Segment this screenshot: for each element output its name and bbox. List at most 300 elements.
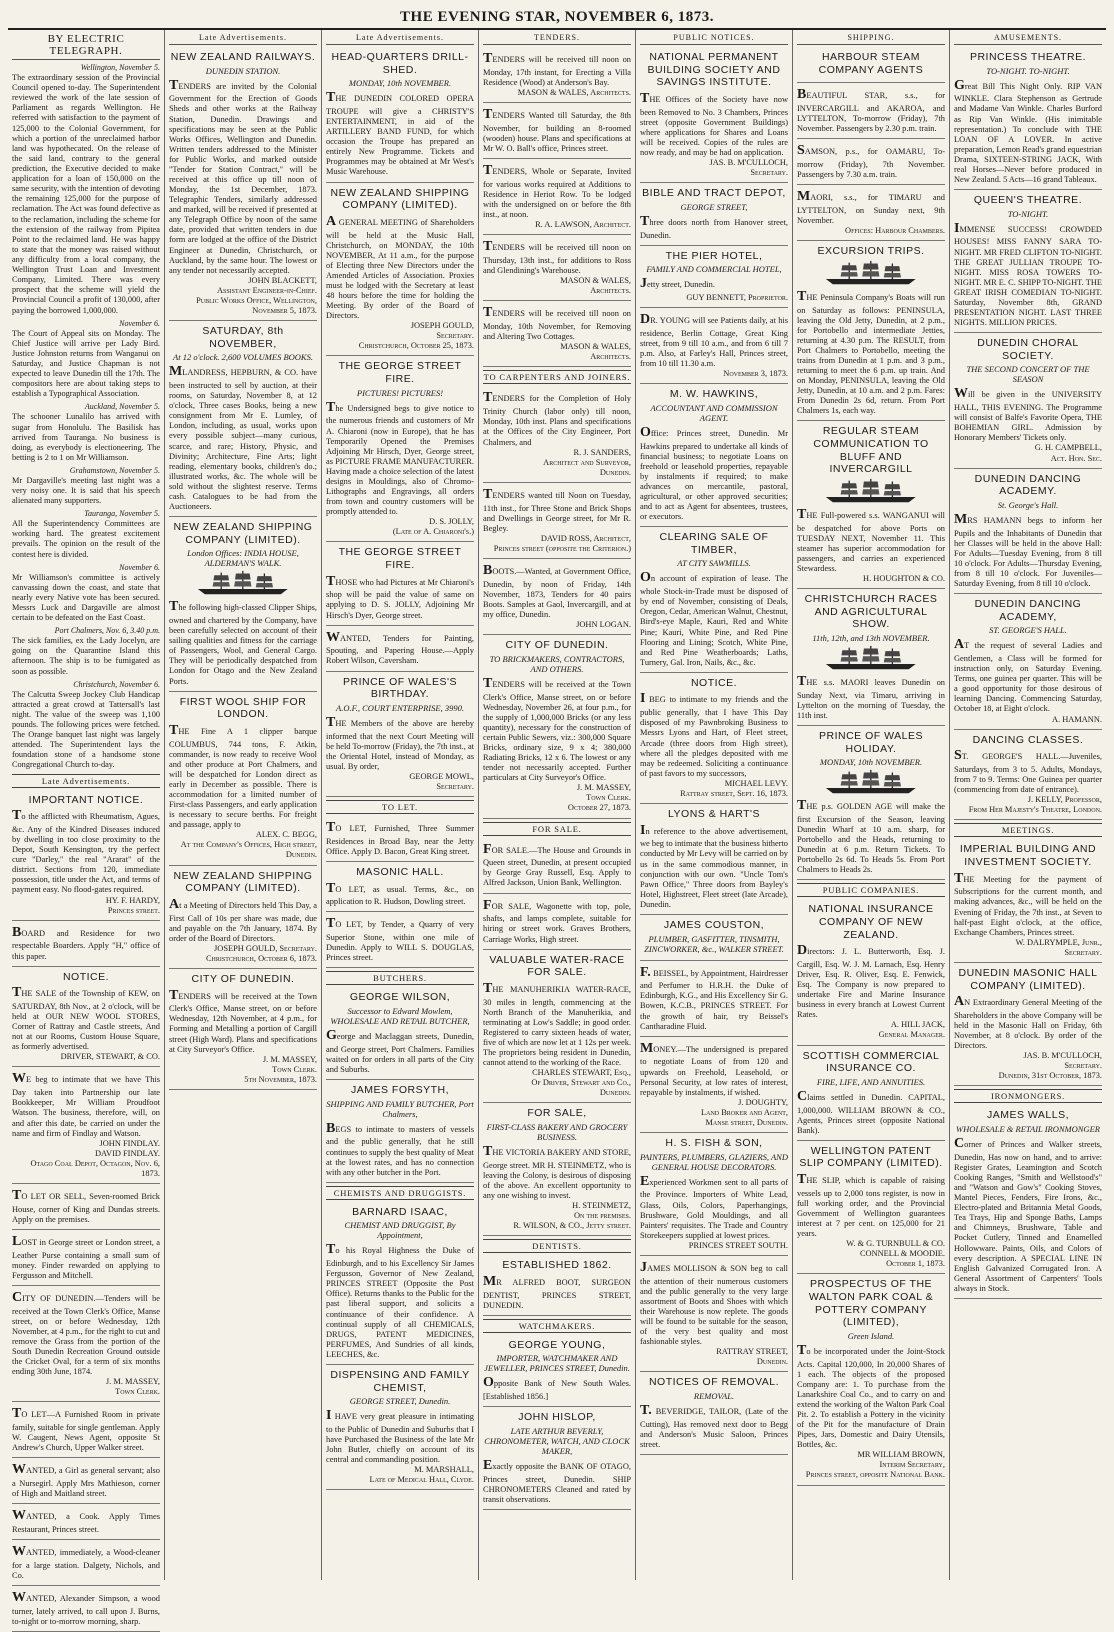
dateline: November 6. bbox=[119, 318, 160, 328]
advertisement bbox=[12, 1505, 160, 1540]
ad-title: NEW ZEALAND RAILWAYS. bbox=[170, 51, 316, 63]
ad-body: THE Offices of the Society have now been Removed to No. 3 Chambers, Princes street (opposite Government Buildings) where applications for Shares and Loans will be received. Copies of the rules are now ready, and may be had on application. bbox=[640, 90, 788, 157]
advertisement bbox=[640, 1257, 788, 1373]
ad-signature: H. STEINMETZ, On the premises. R. WILSON, & CO., Jetty street. bbox=[513, 1201, 631, 1231]
advertisement bbox=[640, 1373, 788, 1455]
ad-subtitle: FIRST-CLASS BAKERY AND GROCERY BUSINESS. bbox=[486, 1121, 628, 1142]
ad-title: THE PIER HOTEL, bbox=[665, 249, 763, 262]
column-6 bbox=[793, 30, 950, 1580]
ad-signature: G. H. CAMPBELL, Act. Hon. Sec. bbox=[1034, 443, 1102, 463]
advertisement bbox=[326, 673, 474, 797]
advertisement bbox=[640, 528, 788, 673]
ad-body: TENDERS will be received till noon on Monday, 17th instant, for Erecting a Villa Residence (Wood) at Anderson's Bay. bbox=[483, 51, 631, 87]
ad-title: NATIONAL INSURANCE COMPANY OF NEW ZEALAND. bbox=[808, 903, 934, 941]
telegram-text: The schooner Lunalilo has arrived with sugar from Honolulu. The Basilisk has arrived from Tauranga. No business is doing, as everybody is electioneering. The betting is 2 to 1 on Mr Williamson. bbox=[12, 412, 160, 462]
dateline: Christchurch, November 6. bbox=[73, 679, 160, 689]
ad-title: CITY OF DUNEDIN. bbox=[505, 639, 609, 652]
ad-signature: JOSEPH GOULD, Secretary. Christchurch, October 6, 1873. bbox=[205, 943, 317, 963]
section-heading: FOR SALE. bbox=[483, 822, 631, 836]
ad-signature: R. A. LAWSON, Architect. bbox=[535, 220, 631, 230]
ad-signature: J. DOUGHTY, Land Broker and Agent, Manse street, Dunedin. bbox=[701, 1097, 788, 1127]
ad-body: AT the request of several Ladies and Gentlemen, a Class will be formed for instruction only, on Saturday Evening. Terms, one guinea per quarter. This will be a good opportunity for those desirous of learning Dancing. Commencing Saturday, October 18, at Eight o'clock. bbox=[954, 637, 1102, 714]
ship-illustration-icon bbox=[191, 570, 295, 596]
ad-subtitle: AT CITY SAWMILLS. bbox=[677, 558, 751, 569]
section-heading: IRONMONGERS. bbox=[954, 1089, 1102, 1103]
advertisement bbox=[483, 560, 631, 635]
ad-body: ST. GEORGE'S HALL.—Juveniles, Saturdays, from 3 to 5. Adults, Mondays, from 7 to 9. Terms: One Guinea per quarter (commencing from date of entrance). bbox=[954, 748, 1102, 795]
ad-body: TO LET, Furnished, Three Summer Residences in Broad Bay, near the Jetty Office. Apply D. Bacon, Great King street. bbox=[326, 820, 474, 856]
ad-subtitle: A.O.F., COURT ENTERPRISE, 3990. bbox=[336, 702, 464, 713]
advertisement bbox=[326, 913, 474, 968]
ad-title: GEORGE YOUNG, bbox=[508, 1338, 606, 1351]
advertisement bbox=[326, 1081, 474, 1183]
advertisement bbox=[12, 1459, 160, 1504]
advertisement bbox=[483, 1104, 631, 1236]
advertisement bbox=[326, 988, 474, 1080]
ad-body: Office: Princes street, Dunedin. Mr Hawkins prepared to undertake all kinds of financial business; to negotiate Loans on freehold or leasehold properties, repayable by instalments if required; to make advances on mercantile, pastoral, agricultural, or other approved securities; and to act as Agent for absentees, trustees, or executors. bbox=[640, 424, 788, 522]
ad-signature: GEORGE MOWL, Secretary. bbox=[409, 771, 474, 791]
advertisement bbox=[954, 964, 1102, 1087]
ad-subtitle: PAINTERS, PLUMBERS, GLAZIERS, AND GENERAL HOUSE DECORATORS. bbox=[640, 1151, 788, 1172]
ad-title: HARBOUR STEAM COMPANY AGENTS bbox=[818, 51, 924, 76]
advertisement bbox=[326, 627, 474, 672]
ad-signature: MASON & WALES, Architects. bbox=[517, 87, 631, 97]
column-5 bbox=[636, 30, 793, 1580]
ad-subtitle: LATE ARTHUR BEVERLY, CHRONOMETER, WATCH, AND CLOCK MAKER, bbox=[484, 1425, 630, 1456]
advertisement bbox=[640, 385, 788, 527]
ad-title: NEW ZEALAND SHIPPING COMPANY (LIMITED). bbox=[173, 521, 313, 546]
ad-subtitle: GEORGE STREET, bbox=[680, 201, 748, 212]
ad-body: I HAVE very great pleasure in intimating to the Public of Dunedin and Suburbs that I have Purchased the Business of the late Mr John Butler, chiefly on account of its central and commanding position. bbox=[326, 1408, 474, 1465]
ad-body: A GENERAL MEETING of Shareholders will be held at the Music Hall, Christchurch, on MONDAY, the 10th NOVEMBER, At 11 a.m., for the purpose of Electing three New Directors under the Amended Articles of Association. Proxies must be lodged with the Secretary at least 48 hours before the time for holding the Meeting. By order of the Board of Directors. bbox=[326, 213, 474, 321]
advertisement bbox=[12, 791, 160, 921]
ad-body: WANTED, a Girl as general servant; also a Nursegirl. Apply Mrs Mathieson, corner of High and Maitland street. bbox=[12, 1462, 160, 1499]
ad-title: THE GEORGE STREET FIRE. bbox=[338, 360, 462, 386]
ad-title: SATURDAY, 8th NOVEMBER, bbox=[202, 325, 284, 350]
ad-signature: MR WILLIAM BROWN, Interim Secretary, Princes street, opposite National Bank. bbox=[805, 1450, 945, 1480]
ad-title: DISPENSING AND FAMILY CHEMIST, bbox=[330, 1368, 470, 1394]
advertisement bbox=[954, 731, 1102, 821]
ad-subtitle: WHOLESALE & RETAIL IRONMONGER bbox=[956, 1124, 1100, 1135]
advertisement bbox=[797, 48, 945, 83]
ship-illustration-icon bbox=[819, 769, 923, 795]
ad-subtitle: ST. GEORGE'S HALL. bbox=[989, 625, 1067, 636]
ad-title: MASONIC HALL. bbox=[356, 865, 444, 878]
ad-signature: MASON & WALES, Architects. bbox=[560, 276, 631, 296]
advertisement bbox=[640, 962, 788, 1037]
ad-body: TO LET OR SELL, Seven-roomed Brick House, corner of King and Dundas streets. Apply on the premises. bbox=[12, 1187, 160, 1224]
ad-signature: J. KELLY, Professor, From Her Majesty's Theatre, London. bbox=[968, 795, 1102, 815]
telegram-item bbox=[12, 466, 160, 506]
advertisement bbox=[12, 1403, 160, 1458]
telegram-text: The sick families, ex the Lady Jocelyn, are going on the Quarantine Island this afternoon. The ship is to be fumigated as soon as possible. bbox=[12, 636, 160, 676]
ad-title: M. W. HAWKINS, bbox=[669, 388, 759, 401]
telegram-item bbox=[12, 680, 160, 771]
ad-subtitle: THE SECOND CONCERT OF THE SEASON bbox=[966, 364, 1090, 385]
columns-container bbox=[8, 30, 1106, 1627]
column-header: AMUSEMENTS. bbox=[954, 33, 1102, 45]
column-header: SHIPPING. bbox=[797, 33, 945, 45]
ad-body: THOSE who had Pictures at Mr Chiaroni's shop will be paid the value of same on applying to D. S. JOLLY, Adjoining Mr Hirsch's Dyer, George street. bbox=[326, 573, 474, 620]
advertisement bbox=[483, 1336, 631, 1407]
ad-title: FIRST WOOL SHIP FOR LONDON. bbox=[179, 695, 307, 721]
ad-subtitle: London Offices: INDIA HOUSE, ALDERMAN'S WALK. bbox=[187, 548, 299, 569]
advertisement bbox=[483, 951, 631, 1104]
advertisement bbox=[12, 1068, 160, 1184]
ad-signature: JOHN BLACKETT, Assistant Engineer-in-Chief. Public Works Office, Wellington, November 5, 1873. bbox=[196, 275, 317, 316]
telegram-text: The Calcutta Sweep Jockey Club Handicap attracted a great crowd at Tattersall's last night. The value of the sweep was 1,100 pounds. The following prices were fetched. The Orange banquet last night was largely attended. The Superintendent lays the foundation stone of a handsome stone Congregational Church to-day. bbox=[12, 689, 160, 770]
ad-body: WANTED, Tenders for Painting, Spouting, and Papering House.—Apply Robert Wilson, Caversham. bbox=[326, 629, 474, 666]
ad-signature: GUY BENNETT, Proprietor. bbox=[686, 292, 788, 302]
ad-body: At a Meeting of Directors held This Day, a First Call of 10s per share was made, due and payable on the 7th January, 1874. By order of the Board of Directors. bbox=[169, 896, 317, 943]
ad-title: DUNEDIN CHORAL SOCIETY. bbox=[977, 337, 1079, 362]
ad-signature: JOHN FINDLAY. DAVID FINDLAY. Otago Coal Depot, Octagon, Nov. 6, 1873. bbox=[30, 1138, 160, 1178]
ad-subtitle: TO-NIGHT. TO-NIGHT. bbox=[986, 65, 1070, 76]
ad-body: IMMENSE SUCCESS! CROWDED HOUSES! MISS FANNY SARA TO-NIGHT. MR FRED CLIFTON TO-NIGHT. THE GREAT JULLIAN TROUPE TO-NIGHT. MISS ROSA TOWERS TO-NIGHT. MR E. C. SHIPP TO-NIGHT. THE GREAT IRISH COMEDIAN TO-NIGHT. Saturday, November 8th, GRAND PRESENTATION NIGHT. LAST THREE NIGHTS. MILLION PRICES. bbox=[954, 220, 1102, 328]
ad-body: Corner of Princes and Walker streets, Dunedin, Has now on hand, and to arrive: Register Grates, Leamington and Scotch Cooking Ranges, "Smith and Wellstood's" and "Watson and Gow's" Cooking Stoves, Mantel Pieces, Fenders, Fire Irons, &c., Electro-plated and Britannia Metal Goods, Tea Trays, Hip and Sponge Baths, Lamps and Chimneys, Brushware, Table and Pocket Cutlery, Tinned and Enamelled Hollowware. Paints, Oils, and Colors of every description. A SPECIAL LINE IN English Galvanized Corrugated Iron. A General Assortment of Carpenters' Tools always in Stock. bbox=[954, 1136, 1102, 1293]
ad-title: NOTICES OF REMOVAL. bbox=[648, 1376, 780, 1389]
ad-title: VALUABLE WATER-RACE FOR SALE. bbox=[489, 953, 625, 979]
ad-body: TENDERS for the Completion of Holy Trinity Church (labor only) till noon, Monday, 10th inst. Plans and specifications at the Offices of the City Engineer, Port Chalmers, and bbox=[483, 390, 631, 447]
ad-body: Jetty street, Dunedin. bbox=[640, 276, 715, 292]
ad-body: THE MANUHERIKIA WATER-RACE, 30 miles in length, commencing at the North Branch of the Manuherikia, and terminating at Low's Saddle; in good order. Registered to carry sixteen heads of water, five of which are now let at 1 12s per week. The proprietors being resident in Dunedin, cannot attend to the working of the Race. bbox=[483, 980, 631, 1068]
ad-body: Experienced Workmen sent to all parts of the Province. Importers of White Lead, Glass, Oils, Colors, Paperhangings, Brushware, Gold Mouldings, and all Painters' requisites. The Trade and Country Storekeepers supplied at lowest prices. bbox=[640, 1173, 788, 1240]
advertisement bbox=[12, 1231, 160, 1286]
telegram-item bbox=[12, 563, 160, 624]
ad-title: EXCURSION TRIPS. bbox=[817, 245, 925, 258]
ad-body: SAMSON, p.s., for OAMARU, To-morrow (Friday), 7th November. Passengers by 7.30 a.m. train. bbox=[797, 143, 945, 180]
advertisement bbox=[326, 543, 474, 625]
advertisement bbox=[169, 867, 317, 969]
ad-signature: A. HAMANN. bbox=[1051, 714, 1102, 724]
ad-body: Three doors north from Hanover street, Dunedin. bbox=[640, 213, 788, 240]
ad-title: THE GEORGE STREET FIRE. bbox=[338, 546, 462, 571]
ad-signature: A. HILL JACK, General Manager. bbox=[878, 1020, 945, 1040]
advertisement bbox=[326, 1203, 474, 1365]
ad-title: GEORGE WILSON, bbox=[349, 991, 451, 1004]
advertisement bbox=[483, 236, 631, 301]
advertisement bbox=[954, 840, 1102, 963]
ad-signature: D. S. JOLLY, (Late of A. Chiaroni's.) bbox=[392, 517, 474, 537]
ad-subtitle: IMPORTER, WATCHMAKER AND JEWELLER, PRINCES STREET, Dunedin. bbox=[484, 1353, 630, 1374]
ad-body: TO LET—A Furnished Room in private family, suitable for single gentleman. Apply W. Caugent, News Agent, opposite St Andrew's Church, Upper Walker street. bbox=[12, 1406, 160, 1453]
advertisement bbox=[169, 48, 317, 321]
advertisement bbox=[954, 1106, 1102, 1298]
ship-illustration-icon bbox=[819, 478, 923, 504]
ad-subtitle: Green Island. bbox=[847, 1330, 895, 1341]
ad-signature: HY. F. HARDY, Princes street. bbox=[105, 895, 160, 915]
ad-body: Claims settled in Dunedin. CAPITAL, 1,000,000. WILLIAM BROWN & CO., Agents, Princes street (opposite National Bank). bbox=[797, 1088, 945, 1135]
ad-subtitle: At 12 o'clock. 2,600 VOLUMES BOOKS. bbox=[173, 352, 313, 363]
ad-title: BARNARD ISAAC, bbox=[352, 1205, 448, 1218]
advertisement bbox=[797, 727, 945, 880]
ad-signature: November 3, 1873. bbox=[723, 369, 788, 379]
ad-title: PRINCE OF WALES'S BIRTHDAY. bbox=[343, 675, 457, 701]
ad-signature: DAVID ROSS, Architect, Princes street (opposite the Criterion.) bbox=[493, 533, 631, 553]
dateline: November 6. bbox=[119, 562, 160, 572]
advertisement bbox=[640, 1134, 788, 1256]
ad-body: BEAUTIFUL STAR, s.s., for INVERCARGILL and AKAROA, and LYTTELTON, To-morrow (Friday), 7th November. Passengers by 2.30 p.m. train. bbox=[797, 87, 945, 134]
advertisement bbox=[483, 636, 631, 818]
ad-signature: JOHN LOGAN. bbox=[576, 620, 631, 630]
telegram-item bbox=[12, 319, 160, 400]
ad-subtitle: FIRE, LIFE, AND ANNUITIES. bbox=[816, 1076, 926, 1087]
advertisement bbox=[640, 805, 788, 915]
ad-signature: W. & G. TURNBULL & CO. CONNELL & MOODIE. October 1, 1873. bbox=[846, 1239, 945, 1269]
ad-signature: JOSEPH GOULD, Secretary. Christchurch, October 25, 1873. bbox=[358, 321, 474, 351]
ad-signature: H. HOUGHTON & CO. bbox=[863, 574, 945, 584]
ad-body: In reference to the above advertisement, we beg to intimate that the business hitherto conducted by Mr Levy will be carried on by us in the same commodious manner, in conjunction with our own. "Uncle Tom's Pawn Office," Three doors from Bayley's Hotel, Highstreet, Fleet street (late Arcade), Dunedin. bbox=[640, 822, 788, 909]
ad-subtitle: 11th, 12th, and 13th NOVEMBER. bbox=[812, 632, 930, 643]
ad-body: MR ALFRED BOOT, SURGEON DENTIST, PRINCES STREET, DUNEDIN. bbox=[483, 1273, 631, 1310]
section-heading: WATCHMAKERS. bbox=[483, 1319, 631, 1333]
section-heading: CHEMISTS AND DRUGGISTS. bbox=[326, 1186, 474, 1200]
section-heading: DENTISTS. bbox=[483, 1239, 631, 1253]
advertisement bbox=[483, 484, 631, 559]
ad-body: TENDERS wanted till Noon on Tuesday, 11th inst., for Three Stone and Brick Shops and Dwellings in George street, for Mr R. Begley. bbox=[483, 486, 631, 533]
ad-signature: MASON & WALES, Architects. bbox=[560, 342, 631, 362]
ad-signature: Offices: Harbour Chambers. bbox=[845, 226, 945, 236]
ad-body: MRS HAMANN begs to inform her Pupils and the Inhabitants of Dunedin that her Classes will be held in the above Hall: For Adults—Tuesday Evening, from 8 till 10 o'clock. For Adults—Thursday Evening, from 8 till 10 o'clock. For Juveniles—Saturday Evening, from 8 till 10 o'clock. bbox=[954, 511, 1102, 589]
telegram-text: Mr Dargaville's meeting last night was a very noisy one. It is said that his speech alienated many supporters. bbox=[12, 475, 160, 506]
ad-title: JAMES FORSYTH, bbox=[350, 1084, 449, 1097]
telegram-item bbox=[12, 402, 160, 463]
section-heading: TO LET. bbox=[326, 800, 474, 814]
ad-signature: W. DALRYMPLE, Junr., Secretary. bbox=[1015, 937, 1102, 957]
advertisement bbox=[797, 242, 945, 421]
ad-body: WANTED, Alexander Simpson, a wood turner, lately arrived, to call upon J. Burns, to-night or to-morrow morning, sharp. bbox=[12, 1590, 160, 1627]
ad-body: Directors: J. L. Butterworth, Esq. J. Cargill, Esq. W. J. M. Larnach, Esq. Henry Driver, Esq. R. Oliver, Esq. E. Fenwick, Esq. The Company is now prepared to undertake Fire and Marine Insurance business in every branch at Lowest Current Rates. bbox=[797, 943, 945, 1020]
advertisement bbox=[12, 922, 160, 967]
advertisement bbox=[326, 357, 474, 542]
ad-body: TENDERS will be received till noon on Monday, 10th November, for Removing and Altering Two Cottages. bbox=[483, 305, 631, 342]
ad-body: WANTED, immediately, a Wood-cleaner for a large station. Dalgety, Nichols, and Co. bbox=[12, 1544, 160, 1581]
ad-body: MLANDRESS, HEPBURN, & CO. have been instructed to sell by auction, at their rooms, on Saturday, November 8, at 12 o'clock, Three cases Books, being a new consignment from Mr E. Lumley, of London, including, as usual, works upon every possible subject—many curious, scarce, and rare; History, Physic, and Divinity; Architecture, Fine Arts; light reading, elementary books, children's do.; illustrated works, &c. The whole will be sold without the slightest reserve. Terms cash. Catalogues to be had from the Auctioneers. bbox=[169, 364, 317, 512]
ad-body: To the afflicted with Rheumatism, Agues, &c. Any of the Kindred Diseases induced by dwelling in too close proximity to the Depot, South Kensington, try the perfect cure "Darley," the real "Ararat" of the district. Sections from 120, immediate possession, title under the Act, and terms of payment easy. No flood-gates required. bbox=[12, 808, 160, 895]
ad-subtitle: TO BRICKMAKERS, CONTRACTORS, AND OTHERS. bbox=[489, 653, 625, 674]
advertisement bbox=[326, 184, 474, 357]
ad-title: IMPORTANT NOTICE. bbox=[28, 793, 144, 806]
advertisement bbox=[12, 968, 160, 1068]
ad-subtitle: TO-NIGHT. bbox=[1007, 208, 1049, 219]
dateline: Auckland, November 5. bbox=[84, 402, 160, 412]
ad-body: BEGS to intimate to masters of vessels and the public generally, that he still continues to supply the best quality of Meat at the lowest rates, and has no connection with any other butcher in the Port. bbox=[326, 1120, 474, 1177]
masthead: THE EVENING STAR, NOVEMBER 6, 1873. bbox=[8, 6, 1106, 30]
advertisement bbox=[797, 422, 945, 589]
section-heading: TO CARPENTERS AND JOINERS. bbox=[483, 372, 631, 383]
advertisement bbox=[326, 817, 474, 862]
ad-body: THE Peninsula Company's Boats will run on Saturday as follows: PENINSULA, leaving the Old Jetty, Dunedin, at 2 p.m., for Portobello and intermediate Jetties, returning at 4.30 p.m. The RESULT, from Port Chalmers to Portobello, meeting the trains from Dunedin at 1 p.m. and 3 p.m., returning to meet the 6 p.m. up train. And on Monday, PENINSULA, leaving the Old Jetty, Dunedin, at 10 a.m. and 2 p.m. Fares: From Dunedin 2s 6d, return. From Port Chalmers 1s, each way. bbox=[797, 288, 945, 416]
ad-signature: PRINCES STREET SOUTH. bbox=[688, 1240, 788, 1250]
advertisement bbox=[640, 247, 788, 308]
column-7 bbox=[950, 30, 1106, 1580]
ad-subtitle: St. George's Hall. bbox=[997, 499, 1059, 510]
advertisement bbox=[797, 1275, 945, 1485]
ad-signature: JAS. B. M'CULLOCH, Secretary. Dunedin, 31st October, 1873. bbox=[998, 1051, 1102, 1081]
advertisement bbox=[483, 1408, 631, 1510]
ad-body: F. BEISSEL, by Appointment, Hairdresser and Perfumer to H.R.H. the Duke of Edinburgh, K.G., and His Excellency Sir G. Bowen, K.C.B., PRINCES STREET. For the growth of hair, try Beissel's Cantharadine Fluid. bbox=[640, 964, 788, 1031]
telegram-text: The extraordinary session of the Provincial Council opened to-day. The Superintendent reviewed the work of the late session of Parliament as regards Wellington. He referred with satisfaction to the payment of 125,000 to the Colonial Government, for which a portion of the unreclaimed harbor land was hypothecated. On the release of the said land, contrary to the general prediction, the Executive decided to make application for a loan of 150,000 on the same security, with the intention of devoting the remaining 125,000 for the purpose of reclamation. The Act was found defective as to the reclamation, including the scheme for the extension of the railway from Pipitea Point to the reclaimed land. He was happy to state that the money was raised without any difficulty from a local company, the Wellington Trust Loan and Investment Company, Limited. There was every prospect that the scheme will yield the Provincial Council a profit of 130,000, after paying the borrowed 1,000,000. bbox=[12, 73, 160, 315]
advertisement bbox=[640, 48, 788, 183]
advertisement bbox=[483, 104, 631, 159]
ad-signature: RATTRAY STREET, Dunedin. bbox=[716, 1347, 788, 1367]
advertisement bbox=[797, 1142, 945, 1275]
ad-title: H. S. FISH & SON, bbox=[665, 1137, 763, 1150]
ad-signature: JAS. B. M'CULLOCH, Secretary. bbox=[709, 157, 788, 178]
ad-body: THE SLIP, which is capable of raising vessels up to 2,000 tons register, is now in full working order, and the Provincial Government of Wellington guarantees interest at 7 per cent. on 125,000 for 21 years. bbox=[797, 1171, 945, 1239]
ad-body: BOARD and Residence for two respectable Boarders. Apply "H," office of this paper. bbox=[12, 924, 160, 961]
ad-body: THE Members of the above are hereby informed that the next Court Meeting will be held To-morrow (Friday), the 7th inst., at the Oriental Hotel, instead of Monday, as usual. By order, bbox=[326, 714, 474, 771]
ad-subtitle: PICTURES! PICTURES! bbox=[356, 387, 444, 398]
ad-body: THE VICTORIA BAKERY AND STORE, George street. MR H. STEINMETZ, who is leaving the Colony, is desirous of disposing of the above. An excellent opportunity to any one wishing to invest. bbox=[483, 1143, 631, 1200]
column-2 bbox=[165, 30, 322, 1580]
ad-title: BIBLE AND TRACT DEPOT, bbox=[642, 187, 786, 200]
advertisement bbox=[640, 309, 788, 384]
advertisement bbox=[169, 693, 317, 866]
ad-body: BOOTS.—Wanted, at Government Office, Dunedin, by noon of Friday, 14th November, 1873, Tenders for 40 pairs Boots. Samples at Gaol, Invercargill, and at my office, Dunedin. bbox=[483, 563, 631, 620]
ad-subtitle: CHEMIST AND DRUGGIST, By Appointment, bbox=[344, 1220, 456, 1241]
ad-subtitle: MONDAY, 10th NOVEMBER. bbox=[819, 757, 923, 768]
telegram-text: Mr Williamson's committee is actively canvassing down the coast, and state that nearly every Native vote has been secured. Messrs Luck and Dargaville are almost certain to be defeated on the East Coast. bbox=[12, 572, 160, 623]
advertisement bbox=[483, 895, 631, 950]
ad-title: NOTICE. bbox=[690, 676, 738, 689]
ad-subtitle: GEORGE STREET, Dunedin. bbox=[349, 1396, 451, 1407]
ad-body: The following high-classed Clipper Ships, owned and chartered by the Company, have been carefully selected on account of their sailing qualities and fitness for the carriage of Passengers, Wool, and General Cargo. They will be periodically despatched from London for Otago and the New Zealand Ports. bbox=[169, 599, 317, 686]
ad-body: TENDERS will be received at the Town Clerk's Office, Manse street, on or before Wednesday, 12th November, at 4 p.m., for Forming and Metalling a portion of Cargill street (High Ward). Plans and specifications at City Surveyor's Office. bbox=[169, 987, 317, 1054]
ad-signature: ALEX. C. BEGG, At the Company's Offices, High street, Dunedin. bbox=[180, 830, 317, 860]
advertisement bbox=[640, 916, 788, 961]
ad-title: CLEARING SALE OF TIMBER, bbox=[659, 531, 769, 556]
advertisement bbox=[483, 160, 631, 235]
telegram-item bbox=[12, 626, 160, 676]
ad-body: TO LET, as usual. Terms, &c., on application to R. Hudson, Dowling street. bbox=[326, 880, 474, 907]
ad-title: JOHN HISLOP, bbox=[518, 1411, 596, 1424]
dateline: Wellington, November 5. bbox=[80, 63, 160, 72]
ad-subtitle: REMOVAL. bbox=[693, 1390, 735, 1401]
advertisement bbox=[169, 322, 317, 517]
ad-body: THE DUNEDIN COLORED OPERA TROUPE will give a CHRISTY'S ENTERTAINMENT, in aid of the ARTILLERY BAND FUND, for which occasion the Troupe has prepared an entirely New Programme. Tickets and Programmes may be obtained at Mr West's Music Warehouse. bbox=[326, 90, 474, 177]
ad-body: Opposite Bank of New South Wales. [Established 1856.] bbox=[483, 1375, 631, 1402]
advertisement bbox=[483, 387, 631, 482]
column-3 bbox=[322, 30, 479, 1580]
ad-title: NATIONAL PERMANENT BUILDING SOCIETY AND SAVINGS INSTITUTE. bbox=[647, 51, 781, 89]
ad-title: LYONS & HART'S bbox=[667, 807, 761, 820]
ad-body: To be incorporated under the Joint-Stock Acts. Capital 120,000, In 20,000 Shares of 1 each. The objects of the proposed Company are: 1. To purchase from the Lanarkshire Coal Co., and to carry on and extend the working of the Walton Park Coal Pit. 2. To establish a Pottery in the vicinity of the Pit for the manufacture of Drain Pipes, Jars, Domestic and Dairy Utensils, Bottles, &c. bbox=[797, 1342, 945, 1450]
advertisement bbox=[640, 674, 788, 804]
telegram-text: All the Superintendency Committees are working hard. The greatest excitement prevails. The opinion on the result of the contest here is divided. bbox=[12, 519, 160, 559]
ad-title: PRINCE OF WALES HOLIDAY. bbox=[819, 729, 923, 755]
column-header: PUBLIC NOTICES. bbox=[640, 33, 788, 45]
advertisement bbox=[640, 184, 788, 245]
ad-body: MAORI, s.s., for TIMARU and LYTTELTON, on Sunday next, 9th November. bbox=[797, 189, 945, 226]
ad-signature: J. M. MASSEY, Town Clerk. 5th November, 1873. bbox=[244, 1054, 317, 1084]
ad-title: DUNEDIN MASONIC HALL COMPANY (LIMITED). bbox=[958, 966, 1098, 992]
ad-title: ESTABLISHED 1862. bbox=[502, 1259, 612, 1272]
ad-subtitle: FAMILY AND COMMERCIAL HOTEL, bbox=[646, 264, 782, 275]
ad-body: MONEY.—The undersigned is prepared to negotiate Loans of from 120 and upwards on Freehold, Leasehold, or Personal Security, at low rates of interest, repayable by instalments, if wished. bbox=[640, 1040, 788, 1097]
ad-title: QUEEN'S THEATRE. bbox=[973, 194, 1083, 207]
ad-body: George and Maclaggan streets, Dunedin, and George street, Port Chalmers. Families waited on for orders in all parts of the City and Suburbs. bbox=[326, 1028, 474, 1074]
ad-body: THE Full-powered s.s. WANGANUI will be despatched for above Ports on TUESDAY NEXT, November 11. This steamer has superior accommodation for passengers, and carries an experienced Stewardess. bbox=[797, 506, 945, 573]
section-heading: MEETINGS. bbox=[954, 823, 1102, 837]
ad-body: LOST in George street or London street, a Leather Purse containing a small sum of money. Finder rewarded on applying to Fergusson and Mitchell. bbox=[12, 1233, 160, 1280]
telegram-item bbox=[12, 63, 160, 316]
ad-body: DR. YOUNG will see Patients daily, at his residence, Berlin Cottage, Great King street, from 9 till 10 a.m., and from 6 till 7 p.m. Also, at Farley's Hall, Princes street, from 10 till 11.30 a.m. bbox=[640, 312, 788, 369]
advertisement bbox=[797, 140, 945, 185]
ad-body: CITY OF DUNEDIN.—Tenders will be received at the Town Clerk's Office, Manse street, on or before Wednesday, 12th November, at 4 p.m., for the right to cut and remove the Grass from the portion of the South Dunedin Recreation Ground outside the Cricket Oval, for a term of six months ending 30th June, 1874. bbox=[12, 1289, 160, 1377]
section-heading: BUTCHERS. bbox=[326, 971, 474, 985]
ad-title: HEAD-QUARTERS DRILL-SHED. bbox=[331, 51, 469, 76]
ad-title: NEW ZEALAND SHIPPING COMPANY (LIMITED). bbox=[173, 869, 313, 895]
ad-signature: DRIVER, STEWART, & CO. bbox=[60, 1052, 160, 1062]
advertisement bbox=[12, 1185, 160, 1230]
ad-body: TO LET, by Tender, a Quarry of very Superior Stone, within one mile of Dunedin. Apply to WILL S. DOUGLAS, Princes street. bbox=[326, 916, 474, 963]
advertisement bbox=[640, 1038, 788, 1133]
ad-body: FOR SALE, Wagonette with top, pole, shafts, and lamps complete, suitable for hiring or street work. Graves Brothers, Carriage Works, High street. bbox=[483, 897, 631, 944]
ad-title: NOTICE. bbox=[62, 970, 110, 983]
ad-body: Will be given in the UNIVERSITY HALL, THIS EVENING. The Programme will consist of Balfe's Favorite Opera, THE BOHEMIAN GIRL. Admission by Honorary Members' Tickets only. bbox=[954, 386, 1102, 443]
ad-title: DUNEDIN DANCING ACADEMY. bbox=[974, 472, 1082, 498]
telegram-item bbox=[12, 509, 160, 559]
ad-subtitle: MONDAY, 10th NOVEMBER. bbox=[348, 78, 452, 89]
ad-body: AN Extraordinary General Meeting of the Shareholders in the above Company will be held in the Masonic Hall on Friday, 6th November, at 8 o'clock. By order of the Directors. bbox=[954, 994, 1102, 1051]
ad-signature: J. M. MASSEY, Town Clerk. October 27, 1873. bbox=[567, 783, 631, 813]
ad-body: T. BEVERIDGE, TAILOR, (Late of the Cutting), Has removed next door to Begg and Anderson's Music Saloon, Princes street. bbox=[640, 1402, 788, 1449]
ad-body: FOR SALE.—The House and Grounds in Queen street, Dunedin, at present occupied by George Gray Russell, Esq. Apply to Alfred Jackson, Union Bank, Wellington. bbox=[483, 841, 631, 888]
advertisement bbox=[797, 1047, 945, 1141]
ad-title: PRINCESS THEATRE. bbox=[969, 51, 1087, 63]
ad-body: THE s.s. MAORI leaves Dunedin on Sunday Next, via Timaru, arriving in Lyttelton on the morning of Tuesday, the 11th inst. bbox=[797, 673, 945, 720]
ad-body: THE Fine A 1 clipper barque COLUMBUS, 744 tons, F. Atkin, commander, is now ready to receive Wool and other produce at Port Chalmers, and will be despatched for London direct as early in December as possible. There is accommodation for a limited number of First-class Passengers, and early application is necessary to secure berths. For freight and passage, apply to bbox=[169, 722, 317, 830]
advertisement bbox=[483, 1256, 631, 1316]
section-heading: PUBLIC COMPANIES. bbox=[797, 883, 945, 897]
ad-title: PROSPECTUS OF THE WALTON PARK COAL & POTTERY COMPANY (LIMITED), bbox=[808, 1278, 934, 1329]
ad-title: SCOTTISH COMMERCIAL INSURANCE CO. bbox=[802, 1049, 940, 1075]
late-ads-heading: Late Advertisements. bbox=[12, 774, 160, 788]
advertisement bbox=[483, 48, 631, 103]
ad-signature: CHARLES STEWART, Esq., Of Driver, Stewart and Co., Dunedin. bbox=[531, 1068, 631, 1098]
ad-body: TENDERS will be received till noon on Thursday, 13th inst., for additions to Ross and Glendining's Warehouse. bbox=[483, 239, 631, 276]
ad-subtitle: ACCOUNTANT AND COMMISSION AGENT. bbox=[650, 402, 778, 423]
ad-title: FOR SALE, bbox=[527, 1107, 587, 1120]
advertisement bbox=[797, 186, 945, 241]
ad-signature: MICHAEL LEVY. Rattray street, Sept. 16, 1873. bbox=[680, 778, 788, 798]
advertisement bbox=[954, 595, 1102, 730]
advertisement bbox=[797, 590, 945, 726]
ad-title: NEW ZEALAND SHIPPING COMPANY (LIMITED). bbox=[330, 186, 470, 212]
advertisement bbox=[169, 518, 317, 692]
ad-body: TENDERS are invited by the Colonial Government for the Erection of Goods Sheds and other works at the Railway Station, Dunedin. Drawings and specifications may be seen at the Public Works Offices, Wellington and Dunedin. Written tenders addressed to the Minister for Public Works, and marked outside "Tender for Station Contract," will be received at this office up till noon of Monday, the 1st December, 1873. Telegraphic Tenders, similarly addressed and marked, will be received if presented at any Telegraph Office by noon of the same date, provided that written tenders in due form are lodged at the office of the District Engineer at Dunedin, Christchurch, or Auckland, by the same hour. The lowest or any tender not necessarily accepted. bbox=[169, 77, 317, 275]
advertisement bbox=[954, 191, 1102, 333]
ad-body: TENDERS Wanted till Saturday, the 8th November, for building an 8-roomed (wooden) house. Plans and specifications at Mr W. O. Ball's office, Princes street. bbox=[483, 107, 631, 153]
ad-subtitle: SHIPPING AND FAMILY BUTCHER, Port Chalmers, bbox=[326, 1098, 474, 1119]
ad-body: TENDERS, Whole or Separate, Invited for various works required at Additions to Residence in Heriot Row. To be lodged with the undersigned on or before the 8th inst., at noon. bbox=[483, 163, 631, 220]
column-header: BY ELECTRIC TELEGRAPH. bbox=[12, 33, 160, 60]
ad-title: CITY OF DUNEDIN. bbox=[191, 972, 295, 985]
dateline: Port Chalmers, Nov. 6, 3.40 p.m. bbox=[54, 626, 160, 636]
advertisement bbox=[326, 48, 474, 183]
ad-signature: R. J. SANDERS, Architect and Surveyor, Dunedin. bbox=[543, 447, 631, 477]
advertisement bbox=[326, 1366, 474, 1490]
advertisement bbox=[12, 1287, 160, 1403]
ad-signature: M. MARSHALL, Late of Medical Hall, Clyde. bbox=[369, 1465, 474, 1485]
ad-body: JAMES MOLLISON & SON beg to call the attention of their numerous customers and the public generally to the very large assortment of Boots and Shoes with which their Warehouse is now replete. The goods will be found to be suitable for the season, of the very best quality and most fashionable styles. bbox=[640, 1259, 788, 1347]
ad-body: THE p.s. GOLDEN AGE will make the first Excursion of the Season, leaving Dunedin Wharf at 10 a.m. sharp, for Portobello and the Heads, returning to Dunedin at 6 p.m. Return Tickets. To Portobello 2s 6d. To Heads 5s. From Port Chalmers to Heads 2s. bbox=[797, 798, 945, 875]
ad-title: WELLINGTON PATENT SLIP COMPANY (LIMITED). bbox=[799, 1144, 943, 1170]
ad-title: DUNEDIN DANCING ACADEMY, bbox=[974, 598, 1082, 623]
ad-title: CHRISTCHURCH RACES AND AGRICULTURAL SHOW. bbox=[804, 593, 938, 631]
advertisement bbox=[954, 48, 1102, 190]
